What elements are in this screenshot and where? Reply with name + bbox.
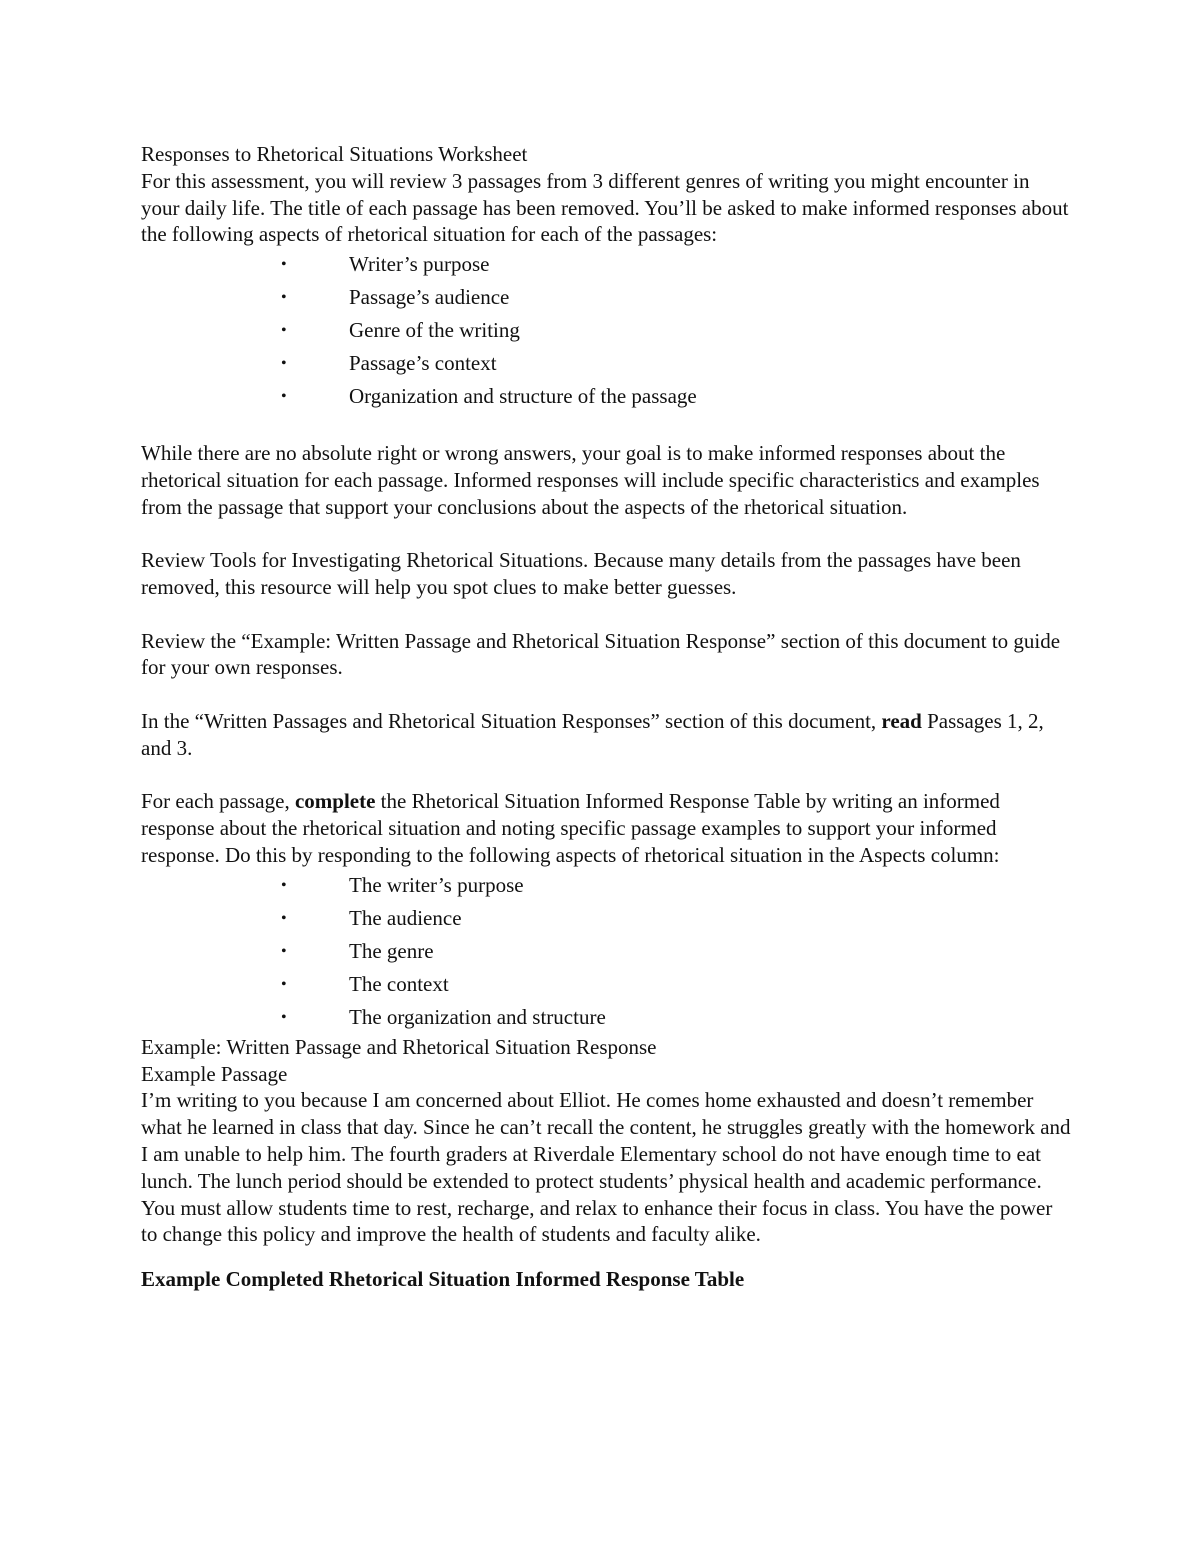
read-emphasis: read <box>881 708 922 733</box>
spacer <box>141 520 1071 547</box>
list-item: • Writer’s purpose <box>141 248 1071 281</box>
document-title: Responses to Rhetorical Situations Worksheet <box>141 142 528 166</box>
bullet-icon: • <box>281 289 287 307</box>
document-page <box>141 141 1071 1293</box>
complete-instruction-paragraph: For each passage, complete the Rhetorical Situation Informed Response Table by writing an informed response about the rhetorical situation and noting specific passage examples to support your informed response. Do this by responding to the following aspects of rhetorical situation in the Aspects column: <box>141 789 1000 867</box>
example-passage-text: I’m writing to you because I am concerned about Elliot. He comes home exhausted and doesn’t remember what he learned in class that day. Since he can’t recall the content, he struggles greatly with the homework and I am unable to help him. The fourth graders at Riverdale Elementary school do not have enough time to eat lunch. The lunch period should be extended to protect students’ physical health and academic performance. You must allow students time to rest, recharge, and relax to enhance their focus in class. You have the power to change this policy and improve the health of students and faculty alike. <box>141 1088 1071 1247</box>
aspects-list <box>141 248 1071 413</box>
intro-paragraph: For this assessment, you will review 3 passages from 3 different genres of writing you might encounter in your daily life. The title of each passage has been removed. You’ll be asked to make informed responses about the following aspects of rhetorical situation for each of the passages: <box>141 168 1069 247</box>
spacer <box>141 601 1071 628</box>
response-table-heading: Example Completed Rhetorical Situation Informed Response Table <box>141 1267 745 1292</box>
list-item: • Genre of the writing <box>141 314 1071 347</box>
example-section-heading: Example: Written Passage and Rhetorical Situation Response <box>141 1034 657 1059</box>
example-passage-label: Example Passage <box>141 1061 288 1086</box>
list-item: • Organization and structure of the passage <box>141 380 1071 413</box>
tools-paragraph: Review Tools for Investigating Rhetorical Situations. Because many details from the passages have been removed, this resource will help you spot clues to make better guesses. <box>141 548 1021 599</box>
bullet-icon: • <box>281 388 287 406</box>
bullet-icon: • <box>281 975 287 993</box>
bullet-icon: • <box>281 256 287 274</box>
bullet-icon: • <box>281 909 287 927</box>
example-review-paragraph: Review the “Example: Written Passage and Rhetorical Situation Response” section of this document to guide for your own responses. <box>141 628 1061 680</box>
complete-emphasis: complete <box>294 789 376 814</box>
bullet-icon: • <box>281 355 287 373</box>
read-instruction-paragraph: In the “Written Passages and Rhetorical Situation Responses” section of this document, read Passages 1, 2, and 3. <box>141 708 1044 760</box>
list-item: • The genre <box>141 935 1071 968</box>
bullet-icon: • <box>281 1008 287 1026</box>
list-item: • The writer’s purpose <box>141 869 1071 902</box>
bullet-icon: • <box>281 322 287 340</box>
list-item: • The context <box>141 968 1071 1001</box>
response-aspects-list <box>141 869 1071 1034</box>
spacer <box>141 413 1071 440</box>
goal-paragraph: While there are no absolute right or wrong answers, your goal is to make informed responses about the rhetorical situation for each passage. Informed responses will include specific characteristics and examples from the passage that support your conclusions about the aspects of the rhetorical situation. <box>141 440 1040 519</box>
bullet-icon: • <box>281 876 287 894</box>
list-item: • The audience <box>141 902 1071 935</box>
list-item: • The organization and structure <box>141 1001 1071 1034</box>
spacer <box>141 762 1071 789</box>
bullet-icon: • <box>281 942 287 960</box>
list-item: • Passage’s context <box>141 347 1071 380</box>
spacer <box>141 681 1071 708</box>
list-item: • Passage’s audience <box>141 281 1071 314</box>
